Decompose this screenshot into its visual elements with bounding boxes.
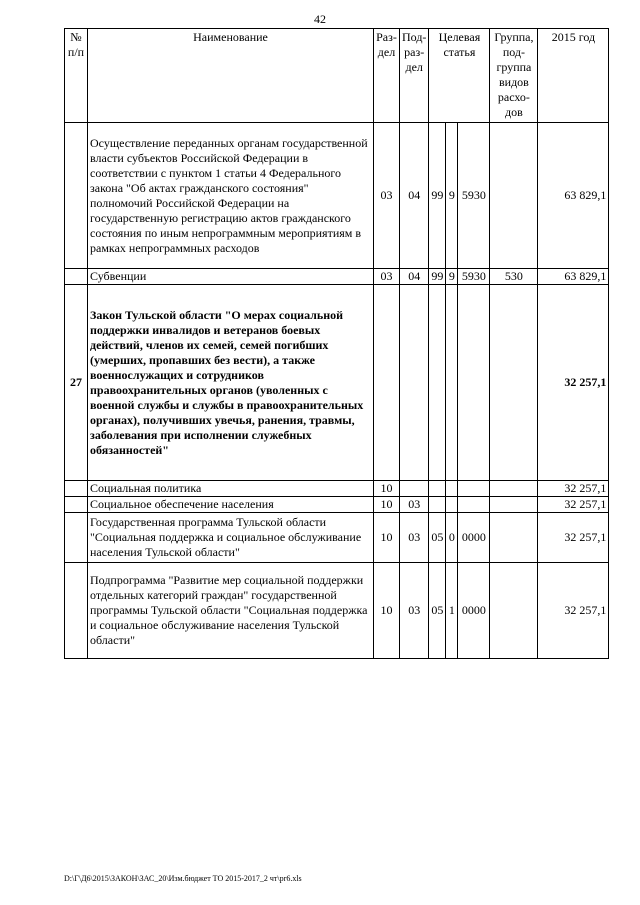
row-group <box>490 563 538 659</box>
table-row <box>65 123 609 269</box>
row-cs2: 0 <box>446 513 458 563</box>
row-num <box>65 563 88 659</box>
row-cs1: 99 <box>429 123 446 269</box>
row-name: Социальное обеспечение населения <box>88 497 374 513</box>
row-cs3 <box>458 481 490 497</box>
row-razdel: 10 <box>374 481 400 497</box>
row-name: Закон Тульской области "О мерах социальной поддержки инвалидов и ветеранов боевых действий, членов их семей, семей погибших (умерших, пропавших без вести), а также военнослужащих и сотрудников правоохранительных органов (уволенных с военной службы и службы в правоохранительных органах), получивших увечья, ранения, травмы, заболевания при исполнении служебных обязанностей" <box>88 285 374 481</box>
row-cs1: 99 <box>429 269 446 285</box>
row-cs2: 9 <box>446 123 458 269</box>
row-amount: 32 257,1 <box>538 497 609 513</box>
row-amount: 63 829,1 <box>538 269 609 285</box>
footer-file-path: D:\Г\Д6\2015\ЗАКОН\ЗАС_20\Изм.бюджет ТО 2015-2017_2 чт\pr6.xls <box>64 874 302 883</box>
row-razdel: 03 <box>374 269 400 285</box>
row-cs3: 0000 <box>458 513 490 563</box>
row-cs1 <box>429 285 446 481</box>
row-podrazdel: 03 <box>400 513 429 563</box>
table-row <box>65 563 609 659</box>
row-cs1: 05 <box>429 563 446 659</box>
row-cs1 <box>429 497 446 513</box>
row-amount: 32 257,1 <box>538 513 609 563</box>
row-razdel: 10 <box>374 563 400 659</box>
table-row <box>65 269 609 285</box>
row-cs1 <box>429 481 446 497</box>
row-group <box>490 497 538 513</box>
row-cs3 <box>458 285 490 481</box>
table-row <box>65 285 609 481</box>
row-cs2 <box>446 285 458 481</box>
row-group <box>490 285 538 481</box>
row-razdel: 03 <box>374 123 400 269</box>
row-podrazdel: 03 <box>400 497 429 513</box>
header-name: Наименование <box>88 29 374 123</box>
row-amount: 32 257,1 <box>538 563 609 659</box>
row-podrazdel <box>400 481 429 497</box>
row-name: Государственная программа Тульской области "Социальная поддержка и социальное обслуживание населения Тульской области" <box>88 513 374 563</box>
row-cs1: 05 <box>429 513 446 563</box>
row-amount: 32 257,1 <box>538 285 609 481</box>
header-podrazdel: Под-раз-дел <box>400 29 429 123</box>
row-podrazdel: 03 <box>400 563 429 659</box>
row-amount: 63 829,1 <box>538 123 609 269</box>
row-podrazdel <box>400 285 429 481</box>
row-cs2: 1 <box>446 563 458 659</box>
header-row <box>65 29 609 123</box>
row-num <box>65 481 88 497</box>
row-cs3: 5930 <box>458 123 490 269</box>
row-group <box>490 481 538 497</box>
row-name: Социальная политика <box>88 481 374 497</box>
row-razdel <box>374 285 400 481</box>
header-target: Целевая статья <box>429 29 490 123</box>
row-name: Субвенции <box>88 269 374 285</box>
row-name: Подпрограмма "Развитие мер социальной поддержки отдельных категорий граждан" государственной программы Тульской области "Социальная поддержка и социальное обслуживание населения Тульской области" <box>88 563 374 659</box>
row-cs3 <box>458 497 490 513</box>
row-amount: 32 257,1 <box>538 481 609 497</box>
row-num: 27 <box>65 285 88 481</box>
row-cs2 <box>446 481 458 497</box>
row-cs2: 9 <box>446 269 458 285</box>
row-podrazdel: 04 <box>400 269 429 285</box>
row-num <box>65 123 88 269</box>
row-group <box>490 513 538 563</box>
header-year: 2015 год <box>538 29 609 123</box>
header-razdel: Раз-дел <box>374 29 400 123</box>
row-num <box>65 513 88 563</box>
row-razdel: 10 <box>374 497 400 513</box>
header-group: Группа, под-группа видов расхо-дов <box>490 29 538 123</box>
row-group: 530 <box>490 269 538 285</box>
row-group <box>490 123 538 269</box>
header-num: № п/п <box>65 29 88 123</box>
row-razdel: 10 <box>374 513 400 563</box>
table-row <box>65 481 609 497</box>
row-cs2 <box>446 497 458 513</box>
table-row <box>65 513 609 563</box>
budget-table <box>64 28 609 659</box>
table-row <box>65 497 609 513</box>
row-cs3: 5930 <box>458 269 490 285</box>
row-podrazdel: 04 <box>400 123 429 269</box>
row-name: Осуществление переданных органам государственной власти субъектов Российской Федерации в соответствии с пунктом 1 статьи 4 Федерального закона "Об актах гражданского состояния" полномочий Российской Федерации на государственную регистрацию актов гражданского состояния по иным непрограммным мероприятиям в рамках непрограммных расходов <box>88 123 374 269</box>
row-num <box>65 497 88 513</box>
row-num <box>65 269 88 285</box>
page-number: 42 <box>314 12 326 26</box>
row-cs3: 0000 <box>458 563 490 659</box>
